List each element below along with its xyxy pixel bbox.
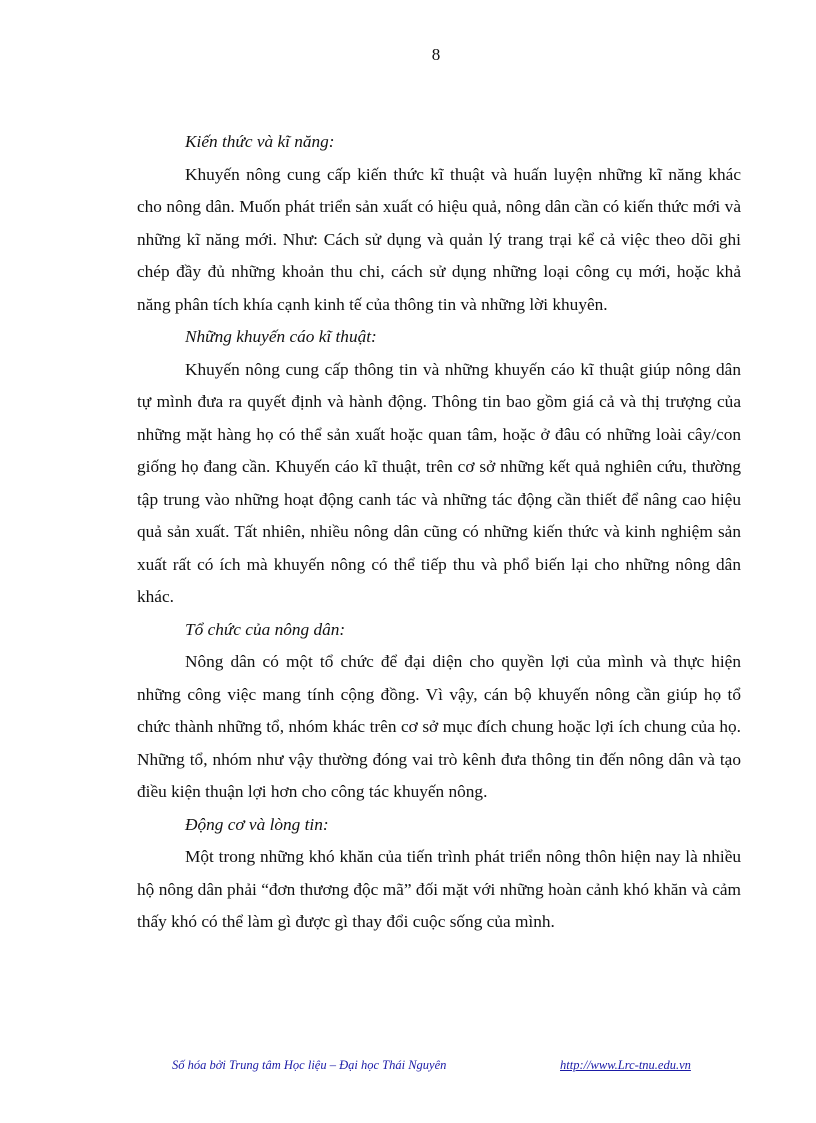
section-heading: Động cơ và lòng tin:: [185, 814, 329, 834]
section-heading: Tổ chức của nông dân:: [185, 619, 346, 639]
page-number: 8: [431, 45, 441, 64]
footer-source-text: Số hóa bởi Trung tâm Học liệu – Đại học Thái Nguyên: [172, 1058, 447, 1072]
section-paragraph: Một trong những khó khăn của tiến trình phát triển nông thôn hiện nay là nhiều hộ nông dân phải “đơn thương độc mã” đối mặt với những hoàn cảnh khó khăn và cảm thấy khó có thể làm gì được gì thay đổi cuộc sống của mình.: [137, 847, 741, 931]
footer-link[interactable]: http://www.Lrc-tnu.edu.vn: [560, 1058, 691, 1072]
section-paragraph: Nông dân có một tổ chức để đại diện cho quyền lợi của mình và thực hiện những công việc mang tính cộng đồng. Vì vậy, cán bộ khuyến nông cần giúp họ tổ chức thành những tổ, nhóm khác trên cơ sở mục đích chung hoặc lợi ích chung của họ. Những tổ, nhóm như vậy thường đóng vai trò kênh đưa thông tin đến nông dân và tạo điều kiện thuận lợi hơn cho công tác khuyến nông.: [137, 652, 741, 801]
section-heading: Kiến thức và kĩ năng:: [185, 132, 335, 151]
section-heading: Những khuyến cáo kĩ thuật:: [185, 327, 377, 346]
document-body: [137, 126, 741, 939]
section-paragraph: Khuyến nông cung cấp kiến thức kĩ thuật và huấn luyện những kĩ năng khác cho nông dân. Muốn phát triển sản xuất có hiệu quả, nông dân cần có kiến thức mới và những kĩ năng mới. Như: Cách sử dụng và quản lý trang trại kể cả việc theo dõi ghi chép đầy đủ những khoản thu chi, cách sử dụng những loại công cụ mới, hoặc khả năng phân tích khía cạnh kinh tế của thông tin và những lời khuyên.: [137, 164, 741, 314]
section-paragraph: Khuyến nông cung cấp thông tin và những khuyến cáo kĩ thuật giúp nông dân tự mình đưa ra quyết định và hành động. Thông tin bao gồm giá cả và thị trượng của những mặt hàng họ có thể sản xuất hoặc quan tâm, hoặc ở đâu có những loài cây/con giống họ đang cần. Khuyến cáo kĩ thuật, trên cơ sở những kết quả nghiên cứu, thường tập trung vào những hoạt động canh tác và những tác động cần thiết để nâng cao hiệu quả sản xuất. Tất nhiên, nhiều nông dân cũng có những kiến thức và kinh nghiệm sản xuất rất có ích mà khuyến nông có thể tiếp thu và phổ biến lại cho những nông dân khác.: [137, 359, 741, 606]
